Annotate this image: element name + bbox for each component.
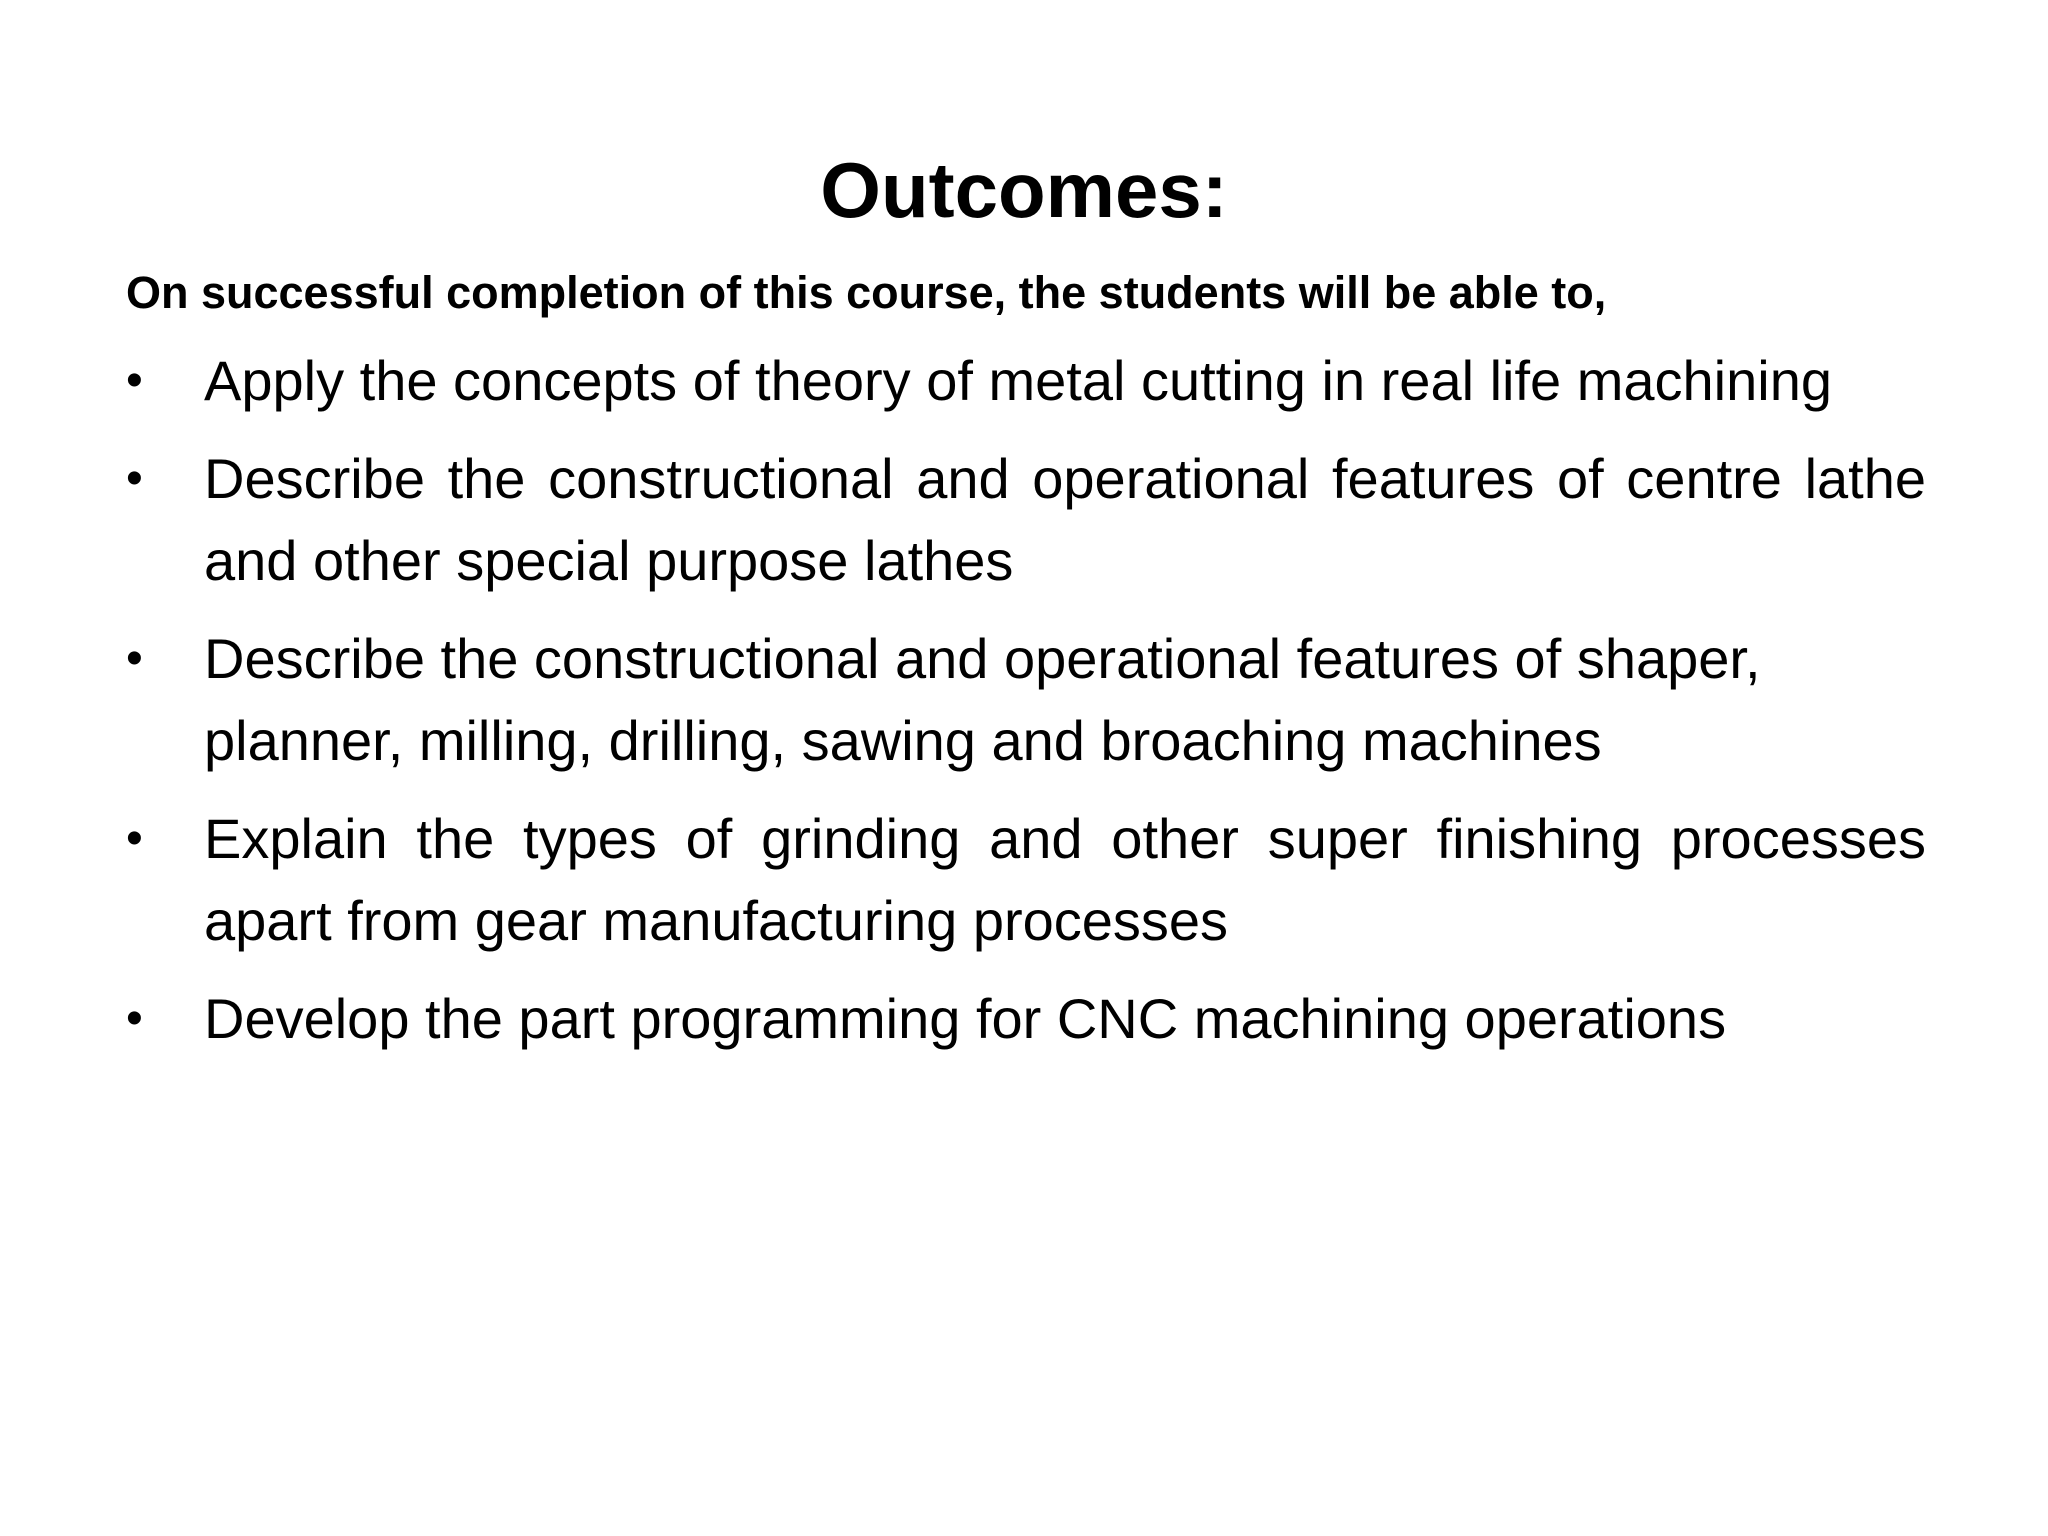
list-item <box>126 618 1844 782</box>
slide-title: Outcomes: <box>820 146 1228 234</box>
outcome-text: Apply the concepts of theory of metal cutting in real life machining <box>204 349 1832 412</box>
intro-text: On successful completion of this course, the students will be able to, <box>126 267 1607 318</box>
outcomes-list <box>126 340 1926 1076</box>
bullet-icon: • <box>126 354 143 407</box>
outcome-text: Develop the part programming for CNC machining operations <box>204 987 1727 1050</box>
list-item <box>126 978 2004 1060</box>
bullet-icon: • <box>126 452 143 505</box>
bullet-icon: • <box>126 632 143 685</box>
list-item <box>126 798 1926 962</box>
list-item <box>126 438 1926 602</box>
list-item <box>126 340 1926 422</box>
outcome-text: Describe the constructional and operational features of shaper, planner, milling, drilling, sawing and broaching machines <box>204 627 1761 772</box>
outcome-text: Describe the constructional and operational features of centre lathe and other special purpose lathes <box>204 447 1926 592</box>
outcome-text: Explain the types of grinding and other super finishing processes apart from gear manufacturing processes <box>204 807 1926 952</box>
bullet-icon: • <box>126 992 143 1045</box>
bullet-icon: • <box>126 812 143 865</box>
